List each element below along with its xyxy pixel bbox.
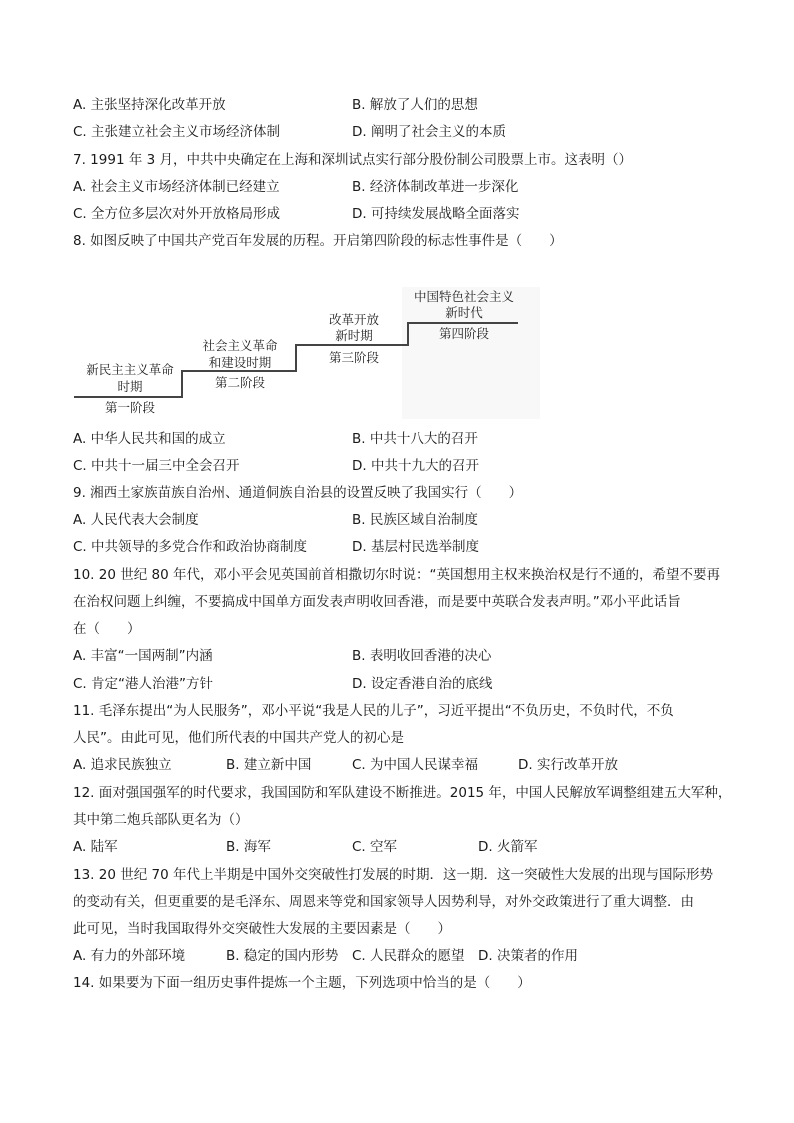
- q13-option-c: C. 人民群众的愿望: [352, 948, 465, 964]
- stage2-label: 第二阶段: [214, 375, 265, 390]
- q13-option-b: B. 稳定的国内形势: [226, 948, 339, 964]
- q10-option-a: A. 丰富“一国两制”内涵: [73, 648, 213, 664]
- q7-option-d: D. 可持续发展战略全面落实: [352, 206, 520, 222]
- q8-option-a: A. 中华人民共和国的成立: [73, 431, 226, 447]
- q8-option-b: B. 中共十八大的召开: [352, 431, 478, 447]
- stage1-title-line1: 新民主主义革命: [86, 362, 174, 377]
- q10-option-c: C. 肯定“港人治港”方针: [73, 676, 213, 692]
- q7-option-b: B. 经济体制改革进一步深化: [352, 179, 519, 195]
- stage1-title-line2: 时期: [117, 379, 143, 394]
- q7-option-c: C. 全方位多层次对外开放格局形成: [73, 206, 281, 222]
- stage4-title-line1: 中国特色社会主义: [413, 289, 514, 304]
- q14-stem: 14. 如果要为下面一组历史事件提炼一个主题，下列选项中恰当的是（ ）: [73, 975, 531, 991]
- q12-option-d: D. 火箭军: [478, 839, 538, 855]
- q7-stem: 7. 1991 年 3 月，中共中央确定在上海和深圳试点实行部分股份制公司股票上市。这表明（）: [73, 152, 632, 168]
- q9-option-c: C. 中共领导的多党合作和政治协商制度: [73, 539, 308, 555]
- q8-option-c: C. 中共十一届三中全会召开: [73, 458, 240, 474]
- stage1-label: 第一阶段: [104, 400, 155, 415]
- stage2-title-line1: 社会主义革命: [202, 338, 278, 353]
- q10-stem-line1: 10. 20 世纪 80 年代，邓小平会见英国前首相撒切尔时说：“英国想用主权来换治权是行不通的，希望不要再: [73, 567, 720, 583]
- q10-stem-line2: 在治权问题上纠缠，不要搞成中国单方面发表声明收回香港，而是要中英联合发表声明。”邓小平此话旨: [73, 594, 681, 610]
- q13-stem-line3: 此可见，当时我国取得外交突破性大发展的主要因素是（ ）: [73, 921, 451, 937]
- q11-option-d: D. 实行改革开放: [518, 757, 618, 773]
- q11-stem-line1: 11. 毛泽东提出“为人民服务”，邓小平说“我是人民的儿子”，习近平提出“不负历史，不负时代，不负: [73, 703, 674, 719]
- q12-option-c: C. 空军: [352, 839, 398, 855]
- q9-option-a: A. 人民代表大会制度: [73, 512, 199, 528]
- q6-option-c: C. 主张建立社会主义市场经济体制: [73, 124, 281, 140]
- q12-stem-line2: 其中第二炮兵部队更名为（）: [73, 812, 249, 828]
- stage2-title-line2: 和建设时期: [208, 355, 272, 370]
- q11-option-b: B. 建立新中国: [226, 757, 312, 773]
- q11-option-a: A. 追求民族独立: [73, 757, 172, 773]
- q10-stem-line3: 在（ ）: [73, 621, 141, 637]
- q13-stem-line1: 13. 20 世纪 70 年代上半期是中国外交突破性打发展的时期．这一期．这一突破性大发展的出现与国际形势: [73, 867, 713, 883]
- q7-option-a: A. 社会主义市场经济体制已经建立: [73, 179, 280, 195]
- stage3-label: 第三阶段: [328, 350, 379, 365]
- q10-option-d: D. 设定香港自治的底线: [352, 676, 493, 692]
- stage4-title-line2: 新时代: [445, 305, 483, 320]
- q13-option-d: D. 决策者的作用: [478, 948, 578, 964]
- q8-stem: 8. 如图反映了中国共产党百年发展的历程。开启第四阶段的标志性事件是（ ）: [73, 233, 563, 249]
- q8-staircase-diagram: [72, 287, 540, 419]
- q9-option-b: B. 民族区域自治制度: [352, 512, 478, 528]
- q6-option-a: A. 主张坚持深化改革开放: [73, 97, 226, 113]
- q9-stem: 9. 湘西土家族苗族自治州、通道侗族自治县的设置反映了我国实行（ ）: [73, 485, 523, 501]
- q9-option-d: D. 基层村民选举制度: [352, 539, 479, 555]
- stage3-title-line1: 改革开放: [328, 312, 379, 327]
- q12-stem-line1: 12. 面对强国强军的时代要求，我国国防和军队建设不断推进。2015 年，中国人民解放军调整组建五大军种，: [73, 785, 732, 801]
- q12-option-a: A. 陆军: [73, 839, 118, 855]
- q12-option-b: B. 海军: [226, 839, 271, 855]
- q10-option-b: B. 表明收回香港的决心: [352, 648, 492, 664]
- stage4-label: 第四阶段: [438, 326, 489, 341]
- q11-option-c: C. 为中国人民谋幸福: [352, 757, 479, 773]
- q6-option-b: B. 解放了人们的思想: [352, 97, 478, 113]
- q6-option-d: D. 阐明了社会主义的本质: [352, 124, 506, 140]
- q13-stem-line2: 的变动有关，但更重要的是毛泽东、周恩来等党和国家领导人因势利导，对外交政策进行了重大调整．由: [73, 894, 694, 910]
- q8-option-d: D. 中共十九大的召开: [352, 458, 479, 474]
- stage3-title-line2: 新时期: [335, 328, 373, 343]
- q13-option-a: A. 有力的外部环境: [73, 948, 186, 964]
- q11-stem-line2: 人民”。由此可见，他们所代表的中国共产党人的初心是: [73, 730, 404, 746]
